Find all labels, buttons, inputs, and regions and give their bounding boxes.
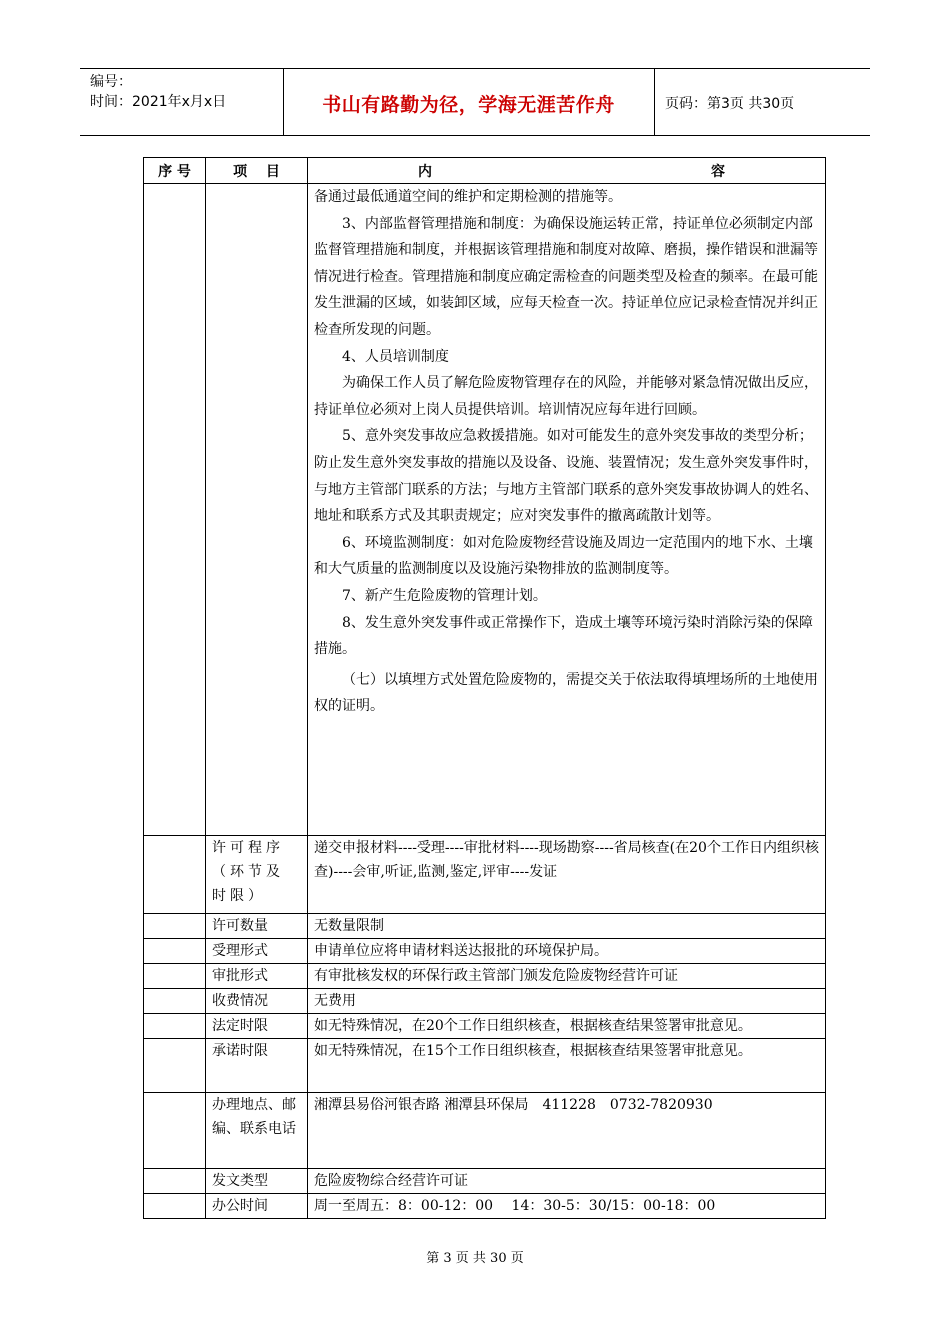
row-label-acceptance: 受理形式 [206,939,308,964]
row-label-fees: 收费情况 [206,989,308,1014]
item-cell [206,184,308,836]
row-value-legal-limit: 如无特殊情况，在20个工作日组织核查，根据核查结果签署审批意见。 [308,1014,826,1039]
column-header-content-left: 内 [418,163,432,180]
content-paragraph: 6、环境监测制度：如对危险废物经营设施及周边一定范围内的地下水、土壤和大气质量的监测制度以及设施污染物排放的监测制度等。 [314,534,813,578]
row-label-location: 办理地点、邮编、联系电话 [206,1093,308,1169]
document-number-label: 编号： [90,74,132,90]
table-row [144,989,826,1014]
row-label-promised-limit: 承诺时限 [206,1039,308,1093]
table-row [144,1039,826,1093]
table-row [144,184,826,836]
seq-cell [144,184,206,836]
table-row [144,1169,826,1194]
row-value-fees: 无费用 [308,989,826,1014]
row-value-promised-limit: 如无特殊情况，在15个工作日组织核查，根据核查结果签署审批意见。 [308,1039,826,1093]
page-footer: 第 3 页 共 30 页 [426,1251,524,1266]
page-header [80,68,870,136]
column-header-item: 项 目 [206,158,308,184]
table-row [144,939,826,964]
license-info-table [143,157,826,1219]
content-paragraph: 8、发生意外突发事件或正常操作下，造成土壤等环境污染时消除污染的保障措施。 [314,614,813,658]
row-label-quantity: 许可数量 [206,914,308,939]
content-cell [308,184,826,836]
row-value-quantity: 无数量限制 [308,914,826,939]
table-header-row [144,158,826,184]
content-paragraph: 5、意外突发事故应急救援措施。如对可能发生的意外突发事故的类型分析；防止发生意外突发事故的措施以及设备、设施、装置情况；发生意外突发事件时，与地方主管部门联系的方法；与地方主管部门联系的意外突发事故协调人的姓名、地址和联系方式及其职责规定；应对突发事件的撤离疏散计划等。 [314,428,818,525]
content-paragraph: 备通过最低通道空间的维护和定期检测的措施等。 [314,189,622,205]
table-row [144,964,826,989]
row-value-procedure: 递交申报材料----受理----审批材料----现场勘察----省局核查(在20个工作日内组织核查)----会审,听证,监测,鉴定,评审----发证 [308,836,826,914]
row-label-office-hours: 办公时间 [206,1194,308,1219]
content-paragraph: （七）以填埋方式处置危险废物的，需提交关于依法取得填埋场所的土地使用权的证明。 [314,671,818,715]
row-label-document-type: 发文类型 [206,1169,308,1194]
row-value-location: 湘潭县易俗河银杏路 湘潭县环保局 411228 0732-7820930 [308,1093,826,1169]
column-header-content [308,158,826,184]
table-row [144,1093,826,1169]
content-paragraph: 7、新产生危险废物的管理计划。 [342,587,547,604]
table-row [144,1014,826,1039]
header-divider [654,69,655,135]
content-paragraph: 为确保工作人员了解危险废物管理存在的风险，并能够对紧急情况做出反应，持证单位必须对上岗人员提供培训。培训情况应每年进行回顾。 [314,375,818,418]
row-label-approval: 审批形式 [206,964,308,989]
row-value-office-hours: 周一至周五：8：00-12：00 14：30-5：30/15：00-18：00 [308,1194,826,1219]
content-paragraph: 4、人员培训制度 [342,348,449,365]
table-row [144,836,826,914]
document-time-label: 时间：2021年x月x日 [90,94,227,110]
row-value-approval: 有审批核发权的环保行政主管部门颁发危险废物经营许可证 [308,964,826,989]
row-value-acceptance: 申请单位应将申请材料送达报批的环境保护局。 [308,939,826,964]
table-row [144,1194,826,1219]
row-value-document-type: 危险废物综合经营许可证 [308,1169,826,1194]
content-paragraph: 3、内部监督管理措施和制度：为确保设施运转正常，持证单位必须制定内部监督管理措施和制度，并根据该管理措施和制度对故障、磨损，操作错误和泄漏等情况进行检查。管理措施和制度应确定需检查的问题类型及检查的频率。在最可能发生泄漏的区域，如装卸区域，应每天检查一次。持证单位应记录检查情况并纠正检查所发现的问题。 [314,215,818,338]
table-row [144,914,826,939]
header-meta [90,72,226,112]
header-motto: 书山有路勤为径，学海无涯苦作舟 [322,94,615,116]
header-page-label: 页码：第3页 共30页 [665,96,795,112]
row-label-procedure: 许可程序（环节及时限） [206,836,308,914]
column-header-seq: 序 号 [144,158,206,184]
column-header-content-right: 容 [711,163,725,180]
row-label-legal-limit: 法定时限 [206,1014,308,1039]
